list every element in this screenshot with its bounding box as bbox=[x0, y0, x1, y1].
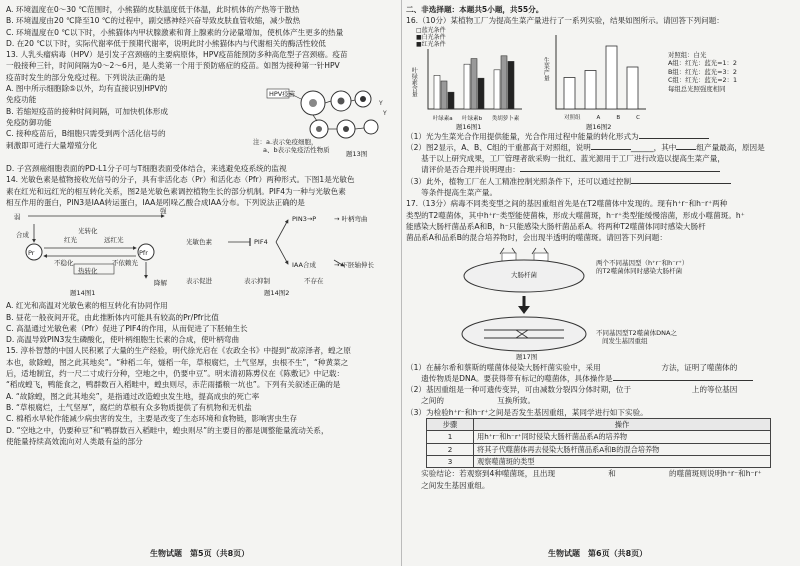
q16-item-3 bbox=[406, 176, 796, 187]
page-divider bbox=[401, 0, 402, 566]
q13-stem: 13. 人乳头瘤病毒（HPV）是引发子宫颈癌的主要病原体，HPV疫苗能预防多种高危型子宫颈癌。疫苗 bbox=[6, 50, 348, 60]
q17-blank-1[interactable] bbox=[613, 380, 753, 381]
q16-blank-1[interactable] bbox=[639, 138, 709, 139]
cat-c: C bbox=[636, 114, 640, 121]
yield-bar bbox=[606, 46, 617, 109]
pigment-bar bbox=[434, 75, 440, 109]
strong-label: 强 bbox=[160, 207, 167, 216]
section-heading: 二、非选择题：本题共5小题，共55分。 bbox=[406, 5, 544, 14]
pigment-bar bbox=[501, 55, 507, 108]
q14-fig2-caption: 题14图2 bbox=[264, 289, 290, 298]
q16-blank-5[interactable] bbox=[631, 183, 731, 184]
yield-bar bbox=[627, 67, 638, 109]
q13-option-a-cont: 免疫功能 bbox=[6, 95, 37, 105]
right-footer: 生物试题 第6页（共8页） bbox=[548, 549, 648, 558]
q15-stem: “稻成蝗飞，鸭能食之，鸭群数百入稻畦中，蝗虫则尽，赤茫雨播粮一坑也”。下列有关叙述正确的是 bbox=[6, 380, 341, 390]
q16-item-1-text: （1）光为生菜光合作用提供能量，光合作用过程中能量的转化形式为 bbox=[406, 131, 639, 141]
q13-stem: 一般接种三针，时间间隔为0～2～6月，是人类第一个用于预防癌症的疫苗。如图为接种第一针HPV bbox=[6, 61, 340, 71]
cat-b: B bbox=[616, 114, 621, 121]
q17-figure bbox=[406, 244, 796, 362]
q13-note-2: a、b表示免疫活性物质 bbox=[263, 146, 330, 155]
q12-option-d: D. 在20 ℃以下时，实际代谢率低于预期代谢率，说明此时小熊猫体内与代谢相关的酶活性较低 bbox=[6, 38, 326, 48]
q15-option-a: A. “故除蝗，图之此其地矣”，是指通过改造蝗虫发生地，提高成虫的死亡率 bbox=[6, 391, 260, 401]
q16-fig1-ylabel: 叶绿素含量 bbox=[410, 66, 418, 97]
q16-fig2-legend bbox=[668, 51, 737, 94]
q14-figure-2 bbox=[184, 210, 394, 298]
pigment-bar bbox=[471, 58, 477, 108]
synthesis-label: 合成 bbox=[16, 231, 29, 240]
cat-chl-b: 叶绿素b bbox=[462, 115, 483, 122]
svg-text:Y: Y bbox=[383, 110, 387, 118]
q17-note-4: 间发生基因重组 bbox=[602, 336, 648, 345]
q16-blank-4[interactable] bbox=[520, 171, 720, 172]
left-footer: 生物试题 第5页（共8页） bbox=[150, 549, 250, 558]
pigment-bar bbox=[478, 78, 484, 109]
q16-item-2c bbox=[406, 164, 796, 175]
light-independent-label: 不依赖光 bbox=[112, 259, 138, 268]
q16-fig2-ylabel: 生菜产量 bbox=[542, 56, 550, 81]
q14-option-c: C. 高温通过光敏色素（Pfr）促进了PIF4的作用，从而促进了下胚轴生长 bbox=[6, 323, 248, 333]
promote-legend: 表示促进 bbox=[186, 277, 212, 286]
q16-stem: 16.（10分）某植物工厂为提高生菜产量进行了一系列实验，结果如图所示。请回答下列问题： bbox=[406, 16, 724, 26]
q13-caption: 题13图 bbox=[346, 150, 368, 159]
q17-steps-table bbox=[426, 418, 771, 468]
q14-option-d: D. 高温导致PIN3发生磷酸化，使叶柄细胞生长素的合成，使叶柄弯曲 bbox=[6, 335, 240, 345]
table-cell-operation: 将其子代噬菌体再去侵染大肠杆菌品系A和B的混合培养物 bbox=[474, 443, 771, 455]
q16-fig2-caption: 题16图2 bbox=[586, 122, 612, 131]
q15-option-d: D. “空地之中，仍要种豆”和“鸭群数百入稻畦中，蝗虫则尽”的主要目的都是调整能量流动关系， bbox=[6, 425, 329, 435]
q17-caption: 题17图 bbox=[516, 352, 538, 361]
inhibit-legend: 表示抑制 bbox=[244, 277, 270, 286]
q14-option-a: A. 红光和高温对光敏色素的相互转化有协同作用 bbox=[6, 301, 168, 311]
table-header-step: 步骤 bbox=[427, 419, 474, 431]
q13-option-b: B. 若缩短疫苗的接种时间间隔，可加快机体形成 bbox=[6, 106, 168, 116]
q13-option-c: C. 接种疫苗后，B细胞只需受到两个活化信号的 bbox=[6, 129, 166, 139]
svg-text:Y: Y bbox=[379, 100, 383, 108]
q15-stem: 后，适地制宜，约一尺二寸成行分种，空地之中，仍要中豆”。明末清初陈旉仪在《陈敷记》中记载： bbox=[6, 369, 345, 379]
q13-stem: 疫苗时发生的部分免疫过程。下列说法正确的是 bbox=[6, 72, 166, 82]
q12-option-c: C. 环境温度在0 ℃以下时，小熊猫体内甲状腺激素和肾上腺素的分泌量增加，使机体产生更多的热量 bbox=[6, 27, 344, 37]
table-cell-step: 3 bbox=[427, 455, 474, 467]
pigment-bar bbox=[464, 64, 470, 109]
q12-option-a: A. 环境温度在0～30 ℃范围时，小熊猫的皮肤温度低于体温，此时机体的产热等于散热 bbox=[6, 5, 300, 14]
q14-fig1-caption: 题14图1 bbox=[70, 289, 96, 298]
cat-a: A bbox=[596, 114, 601, 121]
q15-option-b: B. “草根腐烂，土气坚厚”，腐烂的草根有众多物质提供了有机物和无机盐 bbox=[6, 402, 252, 412]
q16-item-2b: 基于以上研究成果，工厂管理者欲采购一批红、蓝光源用于工厂进行改造以提高生菜产量， bbox=[406, 154, 725, 164]
q16-figure-1 bbox=[410, 26, 526, 131]
q14-option-b: B. 昼花一般夜间开花，由此推断体内可能具有较高的Pr/Pfr比值 bbox=[6, 312, 219, 322]
q16-item-3b: 等条件提高生菜产量。 bbox=[406, 188, 498, 198]
legend-note: 每组总光照强度相同 bbox=[668, 84, 726, 93]
leaf-bending-label: → 叶柄弯曲 bbox=[334, 215, 368, 224]
q17-item-1: （1）在赫尔希和蔡斯的噬菌体侵染大肠杆菌实验中，采用 方法，证明了噬菌体的 bbox=[406, 362, 738, 372]
q13-option-d: D. 子宫颈癌细胞表面的PD-L1分子可与T细胞表面受体结合，来逃避免疫系统的监视 bbox=[6, 164, 287, 174]
pigment-bar bbox=[508, 61, 514, 109]
q13-option-a: A. 图中所示细胞除⑤以外，均有直接识别HPV的 bbox=[6, 84, 168, 94]
red-light-label: 红光 bbox=[64, 236, 77, 245]
pigment-bar-chart bbox=[426, 49, 522, 113]
q13-block bbox=[6, 83, 398, 163]
q16-item-2 bbox=[406, 142, 796, 153]
light-conversion-label: 光转化 bbox=[78, 227, 98, 236]
q17-conclusion: 实验结论：若观察到4种噬菌斑，且出现 和 的噬菌斑则说明h⁺r⁻和h⁻r⁺ bbox=[406, 469, 762, 479]
degrade-label: 降解 bbox=[154, 279, 167, 288]
q13-note-1: 注：a.表示免疫细胞， bbox=[253, 138, 318, 147]
q17-item-1b bbox=[406, 373, 796, 384]
pigment-bar bbox=[448, 92, 454, 109]
pigment-bar bbox=[441, 81, 447, 109]
weak-label: 弱 bbox=[14, 213, 21, 222]
legend-white: ■白光条件 bbox=[416, 33, 446, 41]
q17-stem: 类型的T2噬菌体，其中h⁺r⁻类型能使菌株，形成大噬菌斑，h⁻r⁺类型能缓慢溶菌，形成小噬菌斑。h⁺ bbox=[406, 210, 745, 220]
table-row bbox=[427, 431, 771, 443]
q17-item-1b-text: 遗传物质是DNA。要获得带有标记的噬菌体，具体操作是 bbox=[406, 373, 613, 383]
q15-option-d-cont: 使能量持续高效流向对人类最有益的部分 bbox=[6, 436, 143, 446]
q17-stem: 菌品系A和品系B的混合培养物时，会出现半透明的噬菌斑。请回答下列问题： bbox=[406, 233, 667, 243]
legend-group-a: A组：红光：蓝光=1：2 bbox=[668, 59, 737, 68]
q17-item-2: （2）基因重组是一种可遗传变异，可由减数分裂四分体时期，位于 上的等位基因 bbox=[406, 385, 738, 395]
pr-label: Pr bbox=[28, 249, 35, 258]
legend-group-b: B组：红光：蓝光=3：2 bbox=[668, 67, 737, 76]
pfr-label: Pfr bbox=[139, 249, 148, 258]
q13-option-b-cont: 免疫防御功能 bbox=[6, 117, 52, 127]
q12-option-b: B. 环境温度由20 ℃降至10 ℃的过程中，副交感神经兴奋导致皮肤血管收缩，减少散热 bbox=[6, 16, 301, 26]
q16-blank-3[interactable] bbox=[676, 149, 696, 150]
yield-bar bbox=[564, 77, 575, 109]
pigment-bar bbox=[494, 69, 500, 108]
q16-item-2c-text: 请评价是否合理并说明理由： bbox=[406, 165, 520, 175]
q14-stem: 素在红光和远红光的相互转化关系，图2是光敏色素调控植物生长的部分机制。PIF4为一种与光敏色素 bbox=[6, 186, 346, 196]
q15-stem: 15. 淳朴智慧的中国人民积累了大量的生产经验，明代徐光启在《农政全书》中提到“故凉泽者，蝗之原 bbox=[6, 346, 351, 356]
q16-item-3-text: （3）此外，植物工厂在人工精准控制光照条件下，还可以通过控制 bbox=[406, 176, 632, 186]
q17-item-3: （3）为检验h⁺r⁻和h⁻r⁺之间是否发生基因重组，某同学进行如下实验。 bbox=[406, 407, 648, 417]
yield-bar bbox=[585, 70, 596, 109]
q16-fig1-legend bbox=[416, 27, 446, 48]
phytochrome-conversion-diagram bbox=[14, 210, 174, 290]
iaa-synthesis-label: IAA合成 bbox=[292, 261, 316, 270]
cat-control: 对照组 bbox=[564, 114, 581, 121]
table-cell-operation: 观察噬菌斑的类型 bbox=[474, 455, 771, 467]
table-row bbox=[427, 455, 771, 467]
phytochrome-label: 光敏色素 bbox=[186, 238, 212, 247]
q16-ans-a: ______，其中 bbox=[630, 142, 677, 152]
q15-stem: 本也，欲除蝗，图之此其地矣”。“种稻二年，燧稻一年，草根腐烂，土气坚厚，虫根不生”，“种黄菜之 bbox=[6, 357, 349, 367]
q14-figure-1 bbox=[14, 207, 174, 298]
q13-figure bbox=[251, 85, 396, 157]
legend-group-c: C组：红光：蓝光=2：1 bbox=[668, 76, 738, 85]
q15-option-c: C. 棉稻水旱轮作能减少病虫害的发生，主要是改变了生态环境和食物链，影响害虫生存 bbox=[6, 414, 298, 424]
table-cell-step: 2 bbox=[427, 443, 474, 455]
q16-blank-2[interactable] bbox=[591, 149, 631, 150]
q17-stem: 17.（13分）病毒不同类变型之间的基因重组首先是在T2噬菌体中发现的。现有h⁺r⁻和h⁻r⁺两种 bbox=[406, 199, 728, 209]
legend-red: ■红光条件 bbox=[416, 40, 446, 48]
q16-figures bbox=[406, 27, 796, 131]
q16-fig1-caption: 题16图1 bbox=[456, 122, 482, 131]
nonexist-legend: 不存在 bbox=[304, 277, 324, 286]
q17-conclusion-cont: 之间发生基因重组。 bbox=[406, 480, 490, 490]
q14-stem: 14. 光敏色素是植物接收光信号的分子，具有非活化态（Pr）和活化态（Pfr）两种形式。下图1是光敏色 bbox=[6, 175, 355, 185]
table-cell-step: 1 bbox=[427, 431, 474, 443]
yield-bar-chart bbox=[554, 35, 646, 111]
q14-stem: 相互作用的蛋白，PIN3是IAA转运蛋白，IAA是吲哚乙酸合成IAA分布。下列说法正确的是 bbox=[6, 197, 305, 207]
right-page bbox=[406, 4, 796, 491]
q13-option-c-cont: 刺激即可进行大量增殖分化 bbox=[6, 140, 98, 150]
pin3-label: PIN3→P bbox=[292, 215, 317, 224]
pif4-label: PIF4 bbox=[254, 238, 268, 247]
left-page bbox=[6, 4, 398, 447]
table-header-operation: 操作 bbox=[474, 419, 771, 431]
thermal-conversion-label: 热转化 bbox=[78, 267, 98, 276]
hypocotyl-label: → 下胚轴伸长 bbox=[334, 261, 375, 270]
q17-item-2b: 之间的 互换所致。 bbox=[406, 396, 536, 406]
q16-figure-2 bbox=[542, 27, 656, 131]
q14-figures bbox=[6, 208, 398, 300]
table-cell-operation: 用h⁺r⁻和h⁻r⁺同时侵染大肠杆菌品系A的培养物 bbox=[474, 431, 771, 443]
hpv-vaccine-label: HPV疫苗 bbox=[269, 90, 296, 99]
q17-note-3: 不同基因型T2噬菌体DNA之 bbox=[596, 328, 677, 337]
q17-stem: 能感染大肠杆菌品系A和B，h⁻只能感染大肠杆菌品系A。将两种T2噬菌体同时感染大肠杆 bbox=[406, 221, 706, 231]
q16-item-2-text: （2）图2显示，A、B、C组的干重都高于对照组，说明 bbox=[406, 142, 591, 152]
ecoli-label: 大肠杆菌 bbox=[511, 270, 537, 279]
cat-carotenoid: 类胡萝卜素 bbox=[491, 115, 520, 122]
unstable-label: 不稳化 bbox=[54, 259, 74, 268]
q17-note-1: 两个不同基因型（h⁺r⁻和h⁻r⁺） bbox=[596, 258, 689, 267]
far-red-label: 远红光 bbox=[104, 236, 124, 245]
cat-chl-a: 叶绿素a bbox=[432, 115, 453, 122]
q17-note-2: 的T2噬菌体同时感染大肠杆菌 bbox=[596, 266, 683, 275]
legend-control: 对照组：白光 bbox=[668, 50, 707, 59]
table-row bbox=[427, 443, 771, 455]
q16-ans-b: 组产量最高，原因是 bbox=[696, 142, 765, 152]
table-header-row bbox=[427, 419, 771, 431]
legend-blue: □蓝光条件 bbox=[416, 26, 446, 34]
